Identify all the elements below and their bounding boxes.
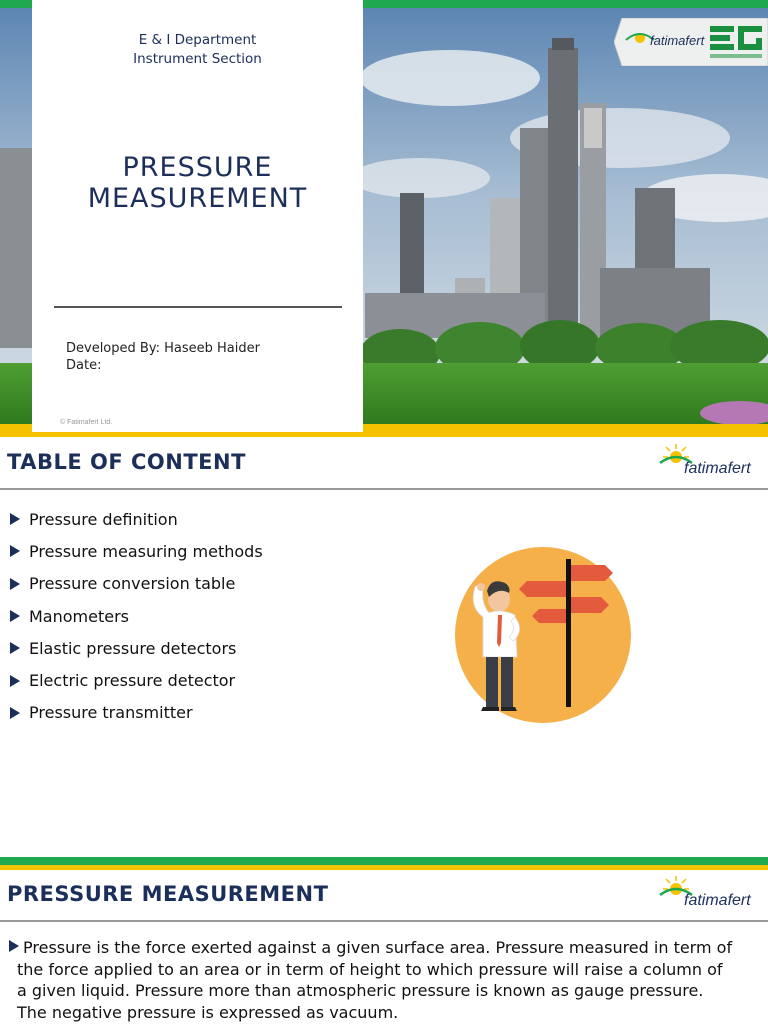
toc-item-measuring-methods: Pressure measuring methods (10, 535, 263, 567)
svg-text:fatimafert: fatimafert (650, 33, 705, 48)
toc-item-pressure-definition: Pressure definition (10, 503, 263, 535)
toc-item-transmitter: Pressure transmitter (10, 697, 263, 729)
fatimafert-logo-badge (614, 18, 768, 66)
bullet-triangle-icon (10, 545, 20, 557)
bullet-triangle-icon (10, 675, 20, 687)
title-line-2: MEASUREMENT (87, 183, 308, 214)
pressure-definition-text: Pressure is the force exerted against a given surface area. Pressure measured in term of the force applied to an area or in term of height to which pressure will raise a column of a given liquid. Pressure more than atmospheric pressure is known as gauge pressure. The negative pressure is expressed as vacuum. (17, 938, 733, 1022)
fatimafert-logo (656, 875, 754, 915)
svg-text:fatimafert: fatimafert (684, 892, 751, 909)
date-label: Date: (66, 358, 102, 373)
title-line-1: PRESSURE (122, 152, 273, 183)
developed-by-label: Developed By: Haseeb Haider (66, 341, 260, 356)
bullet-triangle-icon (10, 578, 20, 590)
svg-text:fatimafert: fatimafert (684, 460, 751, 477)
toc-item-electric-detector: Electric pressure detector (10, 664, 263, 696)
presentation-title (32, 152, 363, 214)
table-of-content-slide (0, 437, 768, 857)
toc-item-elastic-detectors: Elastic pressure detectors (10, 632, 263, 664)
section-label: Instrument Section (133, 51, 262, 67)
bullet-triangle-icon (10, 610, 20, 622)
toc-item-manometers: Manometers (10, 600, 263, 632)
confused-man-signpost-illustration (455, 547, 631, 723)
bullet-triangle-icon (10, 707, 20, 719)
department-label: E & I Department (138, 32, 257, 48)
toc-title-divider (0, 488, 768, 490)
pressure-title-divider (0, 920, 768, 922)
toc-list (10, 503, 263, 729)
green-top-bar (0, 857, 768, 865)
toc-title: TABLE OF CONTENT (7, 450, 246, 474)
pressure-definition-paragraph (17, 937, 733, 1023)
author-info (66, 340, 260, 374)
title-slide (0, 0, 768, 437)
pressure-slide-title: PRESSURE MEASUREMENT (7, 882, 329, 906)
pressure-measurement-slide (0, 857, 768, 1024)
yellow-top-bar (0, 865, 768, 870)
fatimafert-logo (656, 443, 754, 483)
copyright-note: © Fatimafert Ltd. (60, 419, 113, 426)
bullet-triangle-icon (10, 642, 20, 654)
department-heading (32, 31, 363, 69)
bullet-triangle-icon (10, 513, 20, 525)
toc-item-conversion-table: Pressure conversion table (10, 568, 263, 600)
bullet-triangle-icon (9, 940, 19, 952)
title-divider (54, 306, 342, 308)
title-panel (32, 0, 363, 432)
